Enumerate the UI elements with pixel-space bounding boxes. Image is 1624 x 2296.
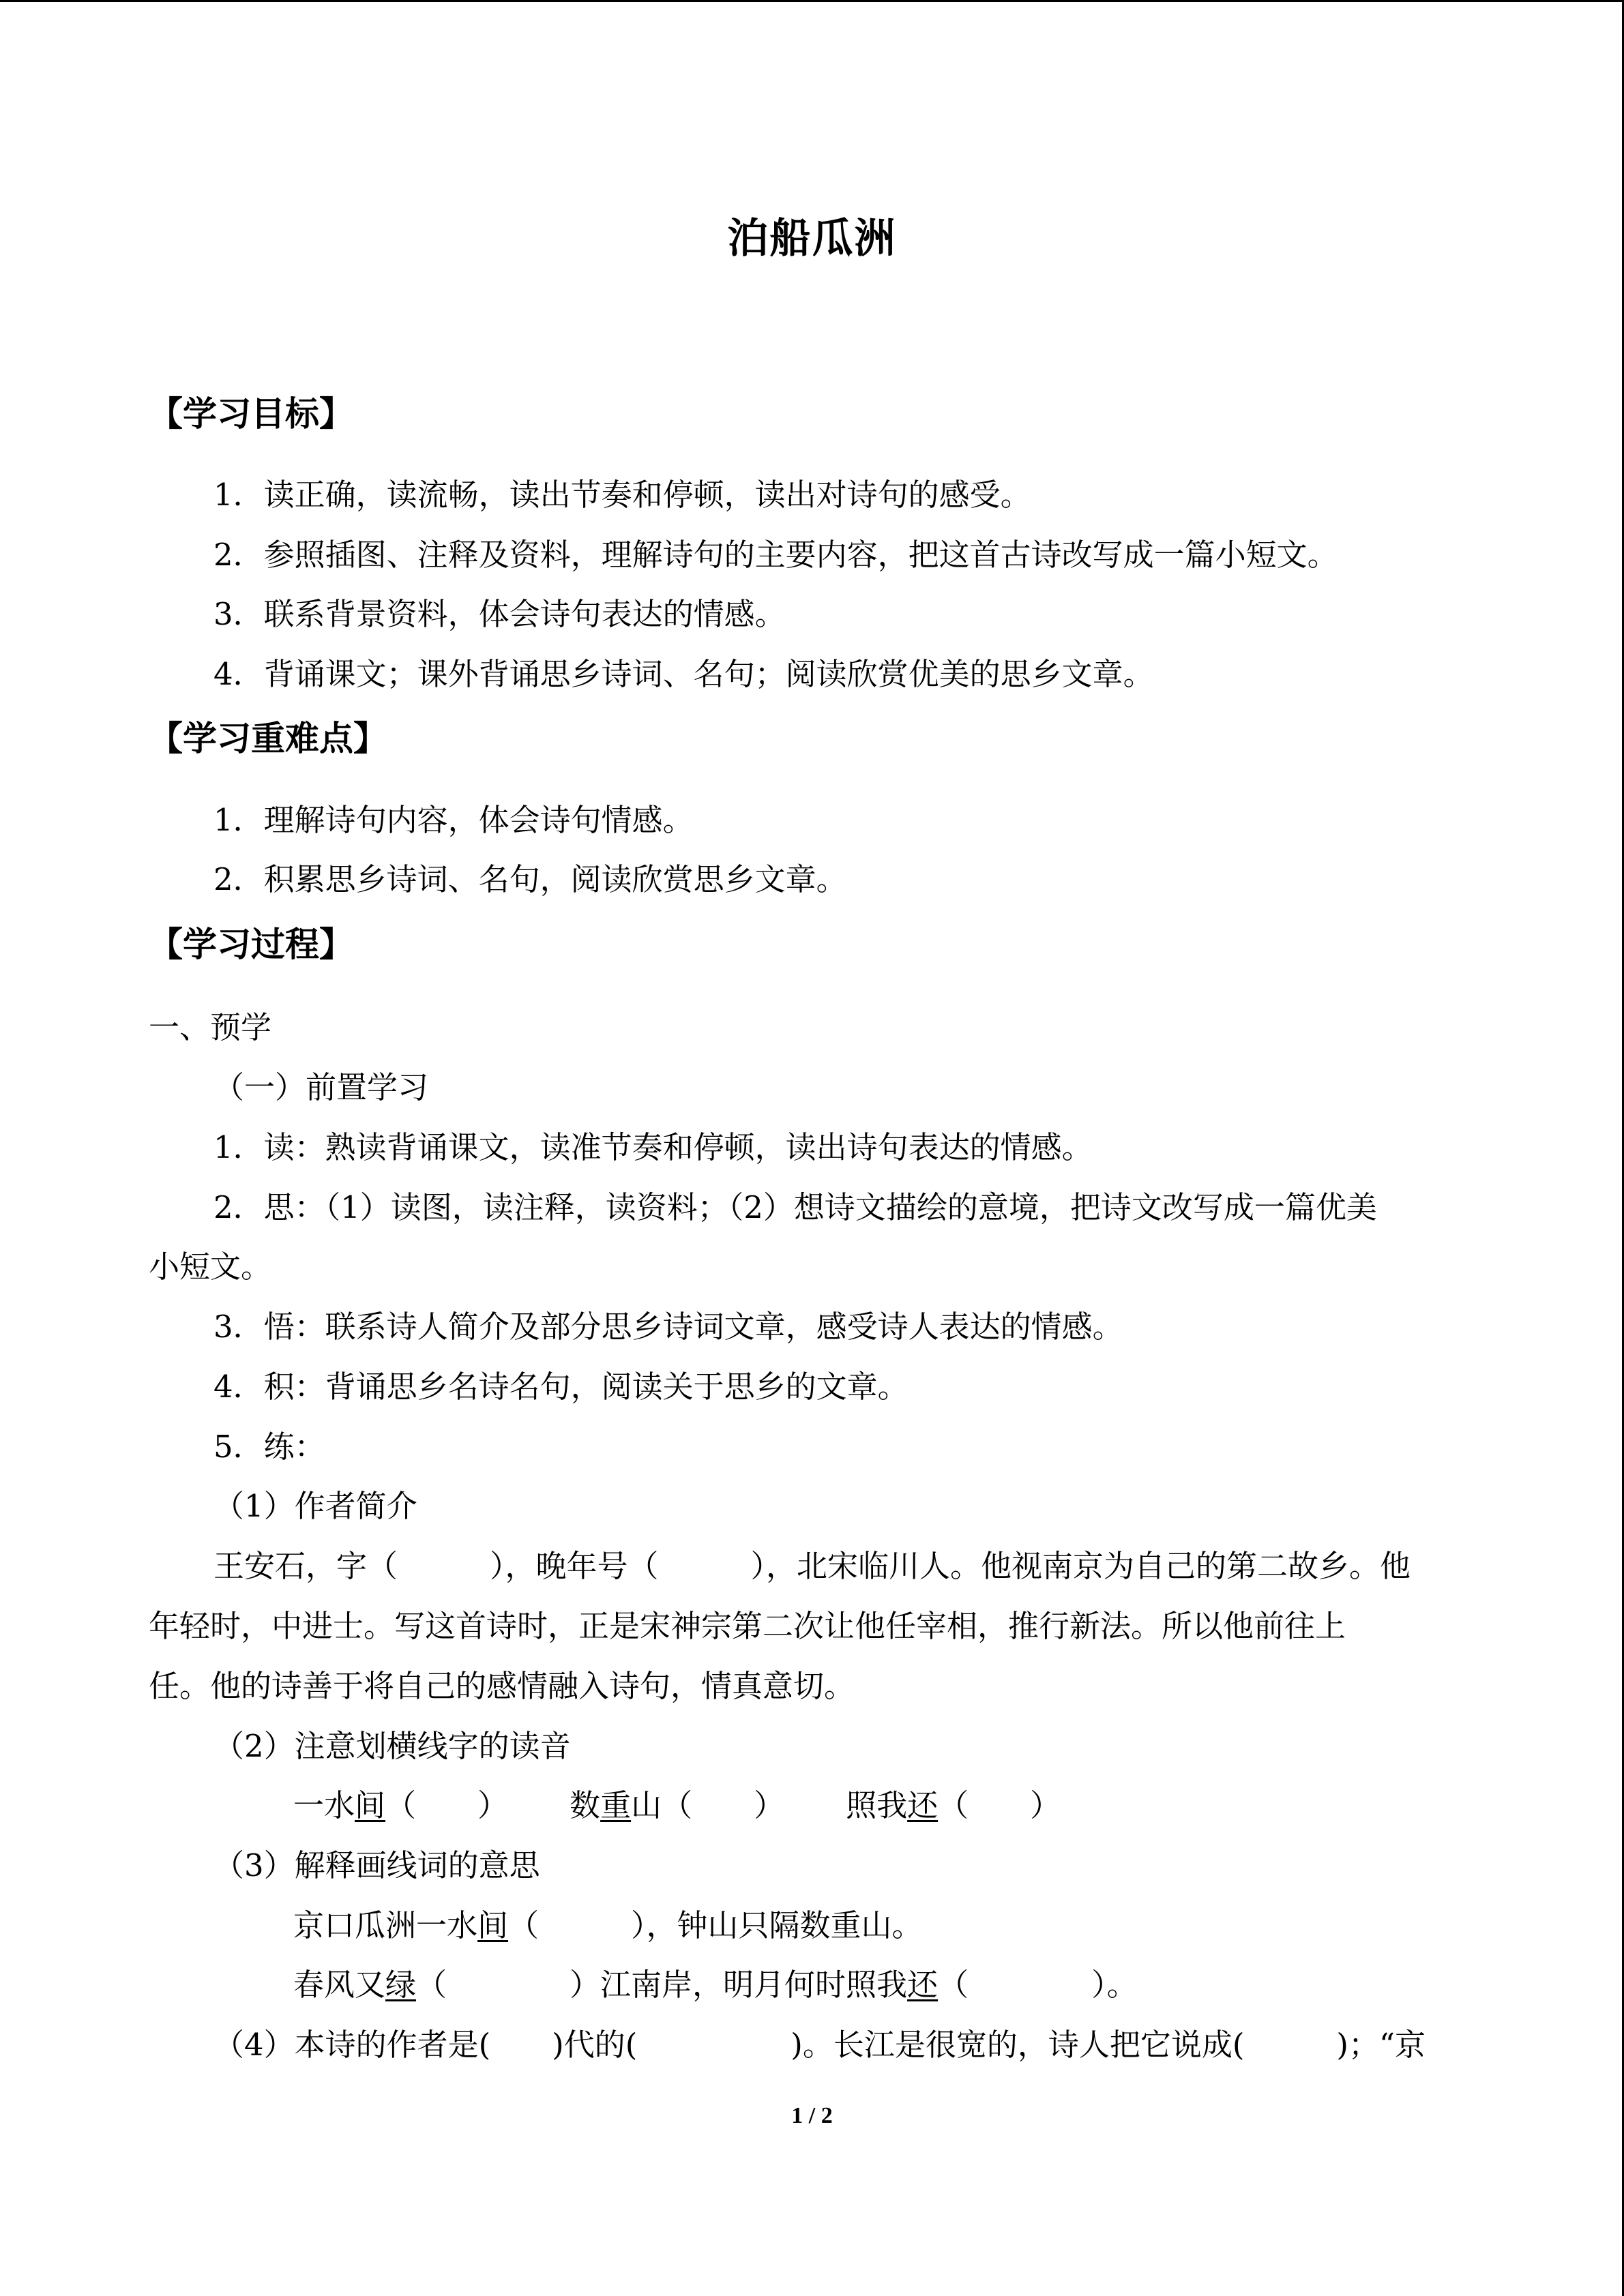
author-text-line: 王安石，字（ ），晚年号（ ），北宋临川人。他视南京为自己的第二故乡。他 [213, 1548, 1411, 1584]
process-heading: 【学习过程】 [149, 925, 353, 964]
part-label: 一、预学 [149, 1009, 272, 1045]
page-title: 泊船瓜洲 [727, 215, 897, 263]
process-item: 2．思：（1）读图，读注释，读资料；（2）想诗文描绘的意境，把诗文改写成一篇优美 [213, 1189, 1377, 1225]
goal-item: 1．读正确，读流畅，读出节奏和停顿，读出对诗句的感受。 [213, 477, 1031, 513]
key-points-heading: 【学习重难点】 [149, 719, 387, 758]
goal-item: 3．联系背景资料，体会诗句表达的情感。 [213, 596, 786, 632]
pron-text: 照我 [846, 1787, 908, 1823]
process-item: 1．读：熟读背诵课文，读准节奏和停顿，读出诗句表达的情感。 [213, 1129, 1093, 1165]
pron-blank: 山（ ） [631, 1787, 785, 1823]
subsection-label: （一）前置学习 [213, 1069, 429, 1105]
explain-line [293, 1963, 1138, 2007]
page-number: 1 / 2 [791, 2103, 833, 2128]
author-text-line: 年轻时，中进士。写这首诗时，正是宋神宗第二次让他任宰相，推行新法。所以他前往上 [149, 1608, 1346, 1644]
explain-text: 春风又 [293, 1967, 386, 2003]
underlined-char: 还 [907, 1787, 939, 1823]
explain-text: （ ）江南岸，明月何时照我 [416, 1967, 908, 2003]
process-item: 3．悟：联系诗人简介及部分思乡诗词文章，感受诗人表达的情感。 [213, 1309, 1123, 1345]
underlined-char: 间 [355, 1787, 386, 1823]
process-item: 5．练： [213, 1429, 325, 1465]
pron-text: 一水 [293, 1787, 355, 1823]
underlined-char: 重 [600, 1787, 632, 1823]
goal-item: 2．参照插图、注释及资料，理解诗句的主要内容，把这首古诗改写成一篇小短文。 [213, 537, 1338, 573]
pronunciation-label: （2）注意划横线字的读音 [213, 1728, 571, 1764]
pron-text: 数 [570, 1787, 601, 1823]
author-text-line: 任。他的诗善于将自己的感情融入诗句，情真意切。 [149, 1668, 855, 1704]
process-item-continuation: 小短文。 [149, 1249, 272, 1285]
process-item: 4．积：背诵思乡名诗名句，阅读关于思乡的文章。 [213, 1369, 909, 1405]
page-top-border [0, 0, 1624, 2]
underlined-char: 间 [477, 1907, 509, 1943]
key-point-item: 2．积累思乡诗词、名句，阅读欣赏思乡文章。 [213, 861, 847, 897]
explain-line [293, 1904, 923, 1948]
explain-text: （ ），钟山只隔数重山。 [508, 1907, 923, 1943]
explain-text: （ ）。 [938, 1967, 1138, 2003]
pron-blank: （ ） [385, 1787, 509, 1823]
question-4: （4）本诗的作者是( )代的( )。长江是很宽的，诗人把它说成( )；“京 [213, 2027, 1426, 2063]
goals-heading: 【学习目标】 [149, 394, 353, 434]
explain-label: （3）解释画线词的意思 [213, 1847, 540, 1883]
underlined-char: 还 [907, 1967, 939, 2003]
pron-blank: （ ） [938, 1787, 1061, 1823]
goal-item: 4．背诵课文；课外背诵思乡诗词、名句；阅读欣赏优美的思乡文章。 [213, 656, 1154, 692]
key-point-item: 1．理解诗句内容，体会诗句情感。 [213, 802, 694, 838]
underlined-char: 绿 [385, 1967, 417, 2003]
author-label: （1）作者简介 [213, 1488, 417, 1524]
pronunciation-row [293, 1784, 1061, 1828]
explain-text: 京口瓜洲一水 [293, 1907, 478, 1943]
